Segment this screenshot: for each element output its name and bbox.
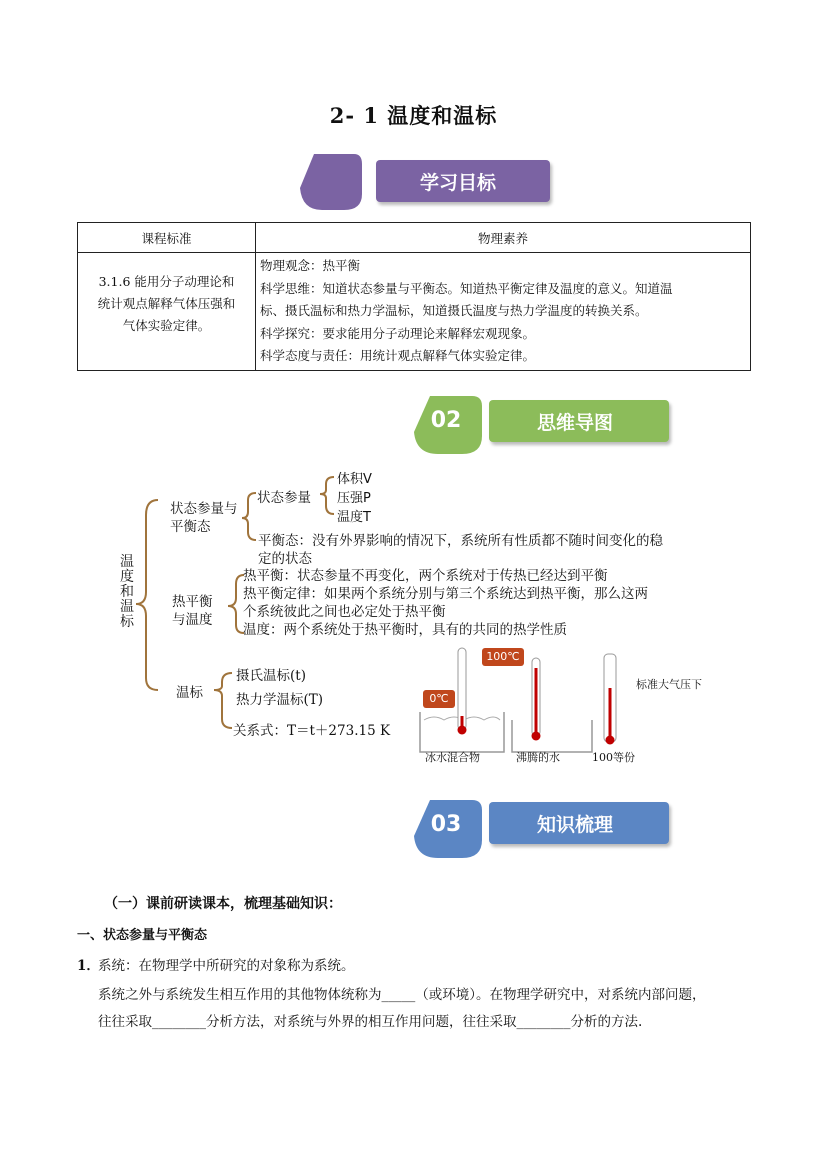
mind-map-root: [120, 555, 136, 630]
label-zero-degrees: 0℃: [423, 690, 455, 708]
section-label: 学习目标: [419, 172, 496, 194]
table-header-literacy: 物理素养: [256, 223, 751, 253]
root-char: 温: [120, 599, 134, 615]
literacy-line: 物理观念：热平衡: [260, 258, 361, 273]
standard-line: 气体实验定律。: [122, 318, 211, 333]
section-label: 思维导图: [536, 412, 613, 434]
branch-temperature-scale: 温标: [176, 685, 203, 701]
root-char: 度: [120, 569, 134, 585]
equilibrium-definition: [258, 532, 663, 568]
literacy-line: 标、摄氏温标和热力学温标，知道摄氏温度与热力学温度的转换关系。: [260, 303, 648, 318]
param-pressure: 压强P: [337, 491, 371, 506]
thermal-item: 热平衡：状态参量不再变化，两个系统对于传热已经达到平衡: [243, 568, 608, 584]
caption-standard-pressure: 标准大气压下: [636, 678, 702, 691]
branch-label: 与温度: [172, 612, 213, 628]
branch-thermal-equilibrium: [172, 593, 213, 629]
branch-state-equilibrium: [170, 500, 238, 536]
paragraph-line: 往往采取________分析方法，对系统与外界的相互作用问题，往往采取________分析的方法.: [98, 1014, 643, 1030]
section-heading: 一、状态参量与平衡态: [77, 928, 208, 943]
thermal-items: [243, 567, 648, 639]
root-char: 温: [120, 554, 134, 570]
item-number: 1．: [77, 958, 100, 974]
literacy-line: 科学态度与责任：用统计观点解释气体实验定律。: [260, 348, 536, 363]
branch-label: 状态参量与: [170, 501, 238, 517]
literacy-line: 科学探究：要求能用分子动理论来解释宏观现象。: [260, 325, 536, 341]
standard-line: 3.1.6 能用分子动理论和: [98, 274, 235, 289]
standard-line: 统计观点解释气体压强和: [97, 296, 236, 311]
section-number: 03: [430, 812, 462, 837]
param-temperature: 温度T: [337, 510, 371, 525]
branch-label: 热平衡: [172, 594, 213, 610]
section-label: 知识梳理: [536, 814, 613, 836]
literacy-line: 科学思维：知道状态参量与平衡态。知道热平衡定律及温度的意义。知道温: [260, 280, 673, 296]
scale-celsius: 摄氏温标(t): [236, 668, 306, 684]
page-title: 2- 1 温度和温标: [329, 103, 498, 128]
label-hundred-degrees: 100℃: [482, 648, 524, 666]
subsection-heading: （一）课前研读课本，梳理基础知识：: [104, 896, 342, 912]
definition-line: 定的状态: [258, 551, 312, 567]
item-text: 系统：在物理学中所研究的对象称为系统。: [98, 958, 355, 974]
scale-kelvin: 热力学温标(T): [236, 692, 324, 708]
caption-boiling-water: 沸腾的水: [516, 751, 560, 764]
thermal-item: 温度：两个系统处于热平衡时，具有的共同的热学性质: [243, 622, 567, 638]
thermal-item: 热平衡定律：如果两个系统分别与第三个系统达到热平衡，那么这两: [243, 586, 648, 602]
table-header-standard: 课程标准: [78, 223, 256, 253]
param-volume: 体积V: [337, 472, 372, 487]
root-char: 和: [120, 584, 134, 600]
caption-ice-water: 冰水混合物: [425, 751, 480, 764]
paragraph-line: 系统之外与系统发生相互作用的其他物体统称为_____（或环境）。在物理学研究中，对系统内部问题，: [98, 987, 706, 1003]
section-number: 02: [430, 408, 462, 433]
thermal-item: 个系统彼此之间也必定处于热平衡: [243, 604, 446, 620]
state-parameters-label: 状态参量: [257, 490, 311, 506]
definition-line: 平衡态：没有外界影响的情况下，系统所有性质都不随时间变化的稳: [258, 533, 663, 549]
caption-hundred-parts: 100等份: [592, 751, 635, 764]
root-char: 标: [120, 614, 134, 630]
scale-relation: 关系式：T＝t＋273.15 K: [233, 723, 391, 739]
branch-label: 平衡态: [170, 519, 211, 535]
